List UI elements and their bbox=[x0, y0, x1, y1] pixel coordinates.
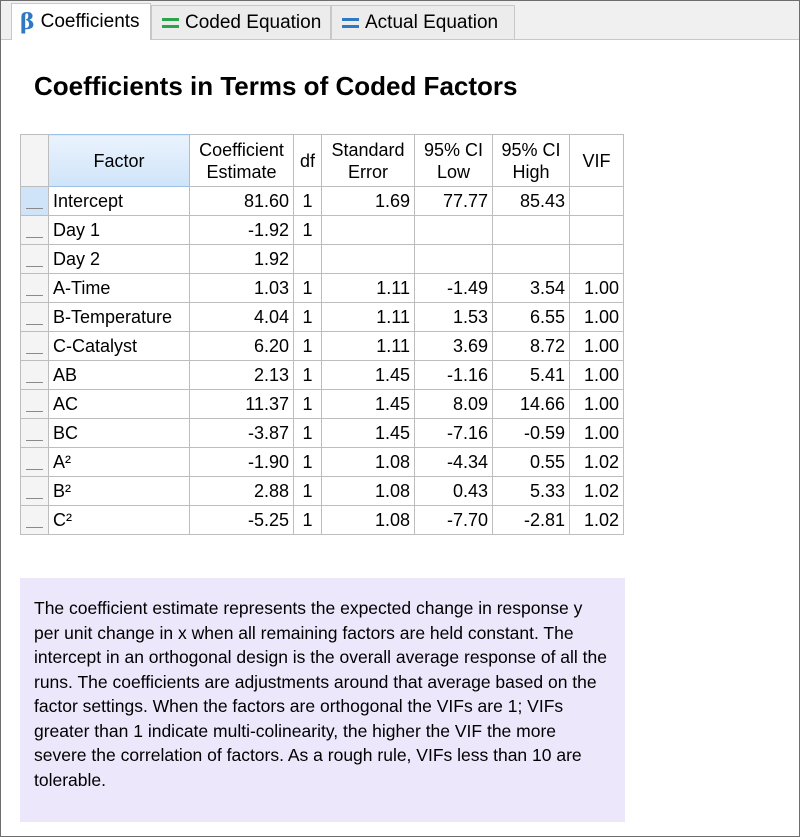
cell-ci-low: 0.43 bbox=[415, 477, 493, 506]
cell-ci-low: -1.49 bbox=[415, 274, 493, 303]
cell-ci-high bbox=[493, 216, 570, 245]
table-row[interactable] bbox=[21, 332, 624, 361]
page-title: Coefficients in Terms of Coded Factors bbox=[34, 71, 518, 101]
header-label: Low bbox=[436, 161, 471, 182]
beta-icon: β bbox=[20, 9, 35, 35]
cell-df: 1 bbox=[294, 303, 322, 332]
cell-df: 1 bbox=[294, 332, 322, 361]
row-selector[interactable] bbox=[21, 419, 49, 448]
tab-coded-equation[interactable] bbox=[151, 5, 331, 39]
cell-ci-low: 8.09 bbox=[415, 390, 493, 419]
cell-df bbox=[294, 245, 322, 274]
cell-coefficient: 6.20 bbox=[190, 332, 294, 361]
table-header-row bbox=[21, 135, 624, 187]
header-label: Estimate bbox=[206, 161, 277, 182]
row-selector[interactable] bbox=[21, 390, 49, 419]
equals-icon bbox=[162, 18, 179, 28]
cell-ci-low bbox=[415, 245, 493, 274]
equals-icon bbox=[342, 18, 359, 28]
cell-coefficient: 11.37 bbox=[190, 390, 294, 419]
cell-ci-low: -4.34 bbox=[415, 448, 493, 477]
cell-vif: 1.02 bbox=[570, 477, 624, 506]
column-header-ci-high[interactable] bbox=[493, 135, 570, 187]
cell-standard-error bbox=[322, 245, 415, 274]
cell-factor: C² bbox=[49, 506, 190, 535]
cell-standard-error: 1.11 bbox=[322, 303, 415, 332]
cell-vif: 1.00 bbox=[570, 390, 624, 419]
cell-vif: 1.00 bbox=[570, 332, 624, 361]
header-label: Standard bbox=[331, 139, 405, 160]
table-row[interactable] bbox=[21, 303, 624, 332]
tab-label: Coefficients bbox=[40, 11, 140, 32]
cell-coefficient: 4.04 bbox=[190, 303, 294, 332]
cell-factor: AC bbox=[49, 390, 190, 419]
header-label: df bbox=[299, 150, 315, 171]
cell-ci-high bbox=[493, 245, 570, 274]
column-header-standard-error[interactable] bbox=[322, 135, 415, 187]
cell-standard-error: 1.69 bbox=[322, 187, 415, 216]
row-selector[interactable] bbox=[21, 361, 49, 390]
row-selector[interactable] bbox=[21, 506, 49, 535]
cell-ci-high: 3.54 bbox=[493, 274, 570, 303]
cell-coefficient: -1.90 bbox=[190, 448, 294, 477]
cell-ci-low: -7.70 bbox=[415, 506, 493, 535]
header-label: 95% CI bbox=[501, 139, 561, 160]
column-header-vif[interactable] bbox=[570, 135, 624, 187]
cell-vif: 1.00 bbox=[570, 303, 624, 332]
cell-standard-error: 1.45 bbox=[322, 390, 415, 419]
cell-standard-error: 1.45 bbox=[322, 361, 415, 390]
table-row[interactable] bbox=[21, 361, 624, 390]
table-row[interactable] bbox=[21, 448, 624, 477]
header-label: Factor bbox=[93, 150, 145, 171]
column-header-df[interactable] bbox=[294, 135, 322, 187]
cell-vif bbox=[570, 187, 624, 216]
tab-label: Coded Equation bbox=[185, 11, 322, 33]
cell-df: 1 bbox=[294, 361, 322, 390]
cell-coefficient: 1.92 bbox=[190, 245, 294, 274]
tab-actual-equation[interactable] bbox=[331, 5, 515, 39]
tab-coefficients[interactable] bbox=[11, 3, 151, 40]
cell-ci-high: 85.43 bbox=[493, 187, 570, 216]
cell-vif: 1.00 bbox=[570, 274, 624, 303]
cell-factor: BC bbox=[49, 419, 190, 448]
cell-vif: 1.00 bbox=[570, 419, 624, 448]
header-label: 95% CI bbox=[423, 139, 484, 160]
row-selector[interactable] bbox=[21, 332, 49, 361]
row-selector-header[interactable] bbox=[21, 135, 49, 187]
cell-standard-error: 1.11 bbox=[322, 274, 415, 303]
tab-label: Actual Equation bbox=[365, 11, 499, 33]
cell-factor: A² bbox=[49, 448, 190, 477]
cell-ci-low: -1.16 bbox=[415, 361, 493, 390]
table-row[interactable] bbox=[21, 216, 624, 245]
row-selector[interactable] bbox=[21, 303, 49, 332]
row-selector[interactable] bbox=[21, 448, 49, 477]
cell-ci-low: 1.53 bbox=[415, 303, 493, 332]
cell-df: 1 bbox=[294, 187, 322, 216]
row-selector[interactable] bbox=[21, 477, 49, 506]
cell-coefficient: 1.03 bbox=[190, 274, 294, 303]
cell-ci-high: 5.41 bbox=[493, 361, 570, 390]
cell-factor: A-Time bbox=[49, 274, 190, 303]
cell-ci-high: -0.59 bbox=[493, 419, 570, 448]
cell-ci-high: 5.33 bbox=[493, 477, 570, 506]
cell-coefficient: -1.92 bbox=[190, 216, 294, 245]
table-row[interactable] bbox=[21, 390, 624, 419]
row-selector[interactable] bbox=[21, 216, 49, 245]
cell-df: 1 bbox=[294, 216, 322, 245]
cell-factor: AB bbox=[49, 361, 190, 390]
cell-standard-error: 1.08 bbox=[322, 477, 415, 506]
header-label: High bbox=[512, 161, 550, 182]
cell-standard-error bbox=[322, 216, 415, 245]
cell-coefficient: 81.60 bbox=[190, 187, 294, 216]
cell-factor: B² bbox=[49, 477, 190, 506]
cell-ci-high: 0.55 bbox=[493, 448, 570, 477]
cell-df: 1 bbox=[294, 506, 322, 535]
cell-factor: Intercept bbox=[49, 187, 190, 216]
cell-vif: 1.02 bbox=[570, 506, 624, 535]
cell-standard-error: 1.45 bbox=[322, 419, 415, 448]
cell-df: 1 bbox=[294, 274, 322, 303]
header-label: Error bbox=[348, 161, 388, 182]
column-header-coefficient[interactable] bbox=[190, 135, 294, 187]
column-header-factor[interactable] bbox=[49, 135, 190, 187]
row-selector[interactable] bbox=[21, 187, 49, 216]
cell-ci-high: 8.72 bbox=[493, 332, 570, 361]
row-selector[interactable] bbox=[21, 274, 49, 303]
cell-vif bbox=[570, 245, 624, 274]
tab-bar bbox=[1, 1, 799, 40]
cell-ci-high: 6.55 bbox=[493, 303, 570, 332]
cell-df: 1 bbox=[294, 419, 322, 448]
cell-coefficient: -5.25 bbox=[190, 506, 294, 535]
cell-ci-high: 14.66 bbox=[493, 390, 570, 419]
cell-df: 1 bbox=[294, 390, 322, 419]
cell-ci-high: -2.81 bbox=[493, 506, 570, 535]
table-row[interactable] bbox=[21, 245, 624, 274]
cell-vif bbox=[570, 216, 624, 245]
cell-df: 1 bbox=[294, 448, 322, 477]
header-label: VIF bbox=[582, 150, 611, 171]
cell-factor: Day 1 bbox=[49, 216, 190, 245]
cell-standard-error: 1.08 bbox=[322, 506, 415, 535]
cell-vif: 1.02 bbox=[570, 448, 624, 477]
table-row[interactable] bbox=[21, 274, 624, 303]
cell-ci-low: -7.16 bbox=[415, 419, 493, 448]
row-selector[interactable] bbox=[21, 245, 49, 274]
header-label: Coefficient bbox=[199, 139, 284, 160]
table-row[interactable] bbox=[21, 419, 624, 448]
table-row[interactable] bbox=[21, 477, 624, 506]
cell-coefficient: 2.13 bbox=[190, 361, 294, 390]
cell-ci-low: 3.69 bbox=[415, 332, 493, 361]
coefficients-table bbox=[20, 134, 624, 535]
table-row[interactable] bbox=[21, 187, 624, 216]
cell-factor: B-Temperature bbox=[49, 303, 190, 332]
table-row[interactable] bbox=[21, 506, 624, 535]
column-header-ci-low[interactable] bbox=[415, 135, 493, 187]
cell-standard-error: 1.08 bbox=[322, 448, 415, 477]
cell-standard-error: 1.11 bbox=[322, 332, 415, 361]
cell-coefficient: -3.87 bbox=[190, 419, 294, 448]
cell-factor: C-Catalyst bbox=[49, 332, 190, 361]
explanation-note: The coefficient estimate represents the expected change in response y per unit change in x when all remaining factors are held constant. The intercept in an orthogonal design is the overall average response of all the runs. The coefficients are adjustments around that average based on the factor settings. When the factors are orthogonal the VIFs are 1; VIFs greater than 1 indicate multi-colinearity, the higher the VIF the more severe the correlation of factors. As a rough rule, VIFs less than 10 are tolerable. bbox=[20, 578, 625, 822]
cell-ci-low: 77.77 bbox=[415, 187, 493, 216]
cell-factor: Day 2 bbox=[49, 245, 190, 274]
cell-ci-low bbox=[415, 216, 493, 245]
cell-vif: 1.00 bbox=[570, 361, 624, 390]
cell-coefficient: 2.88 bbox=[190, 477, 294, 506]
cell-df: 1 bbox=[294, 477, 322, 506]
